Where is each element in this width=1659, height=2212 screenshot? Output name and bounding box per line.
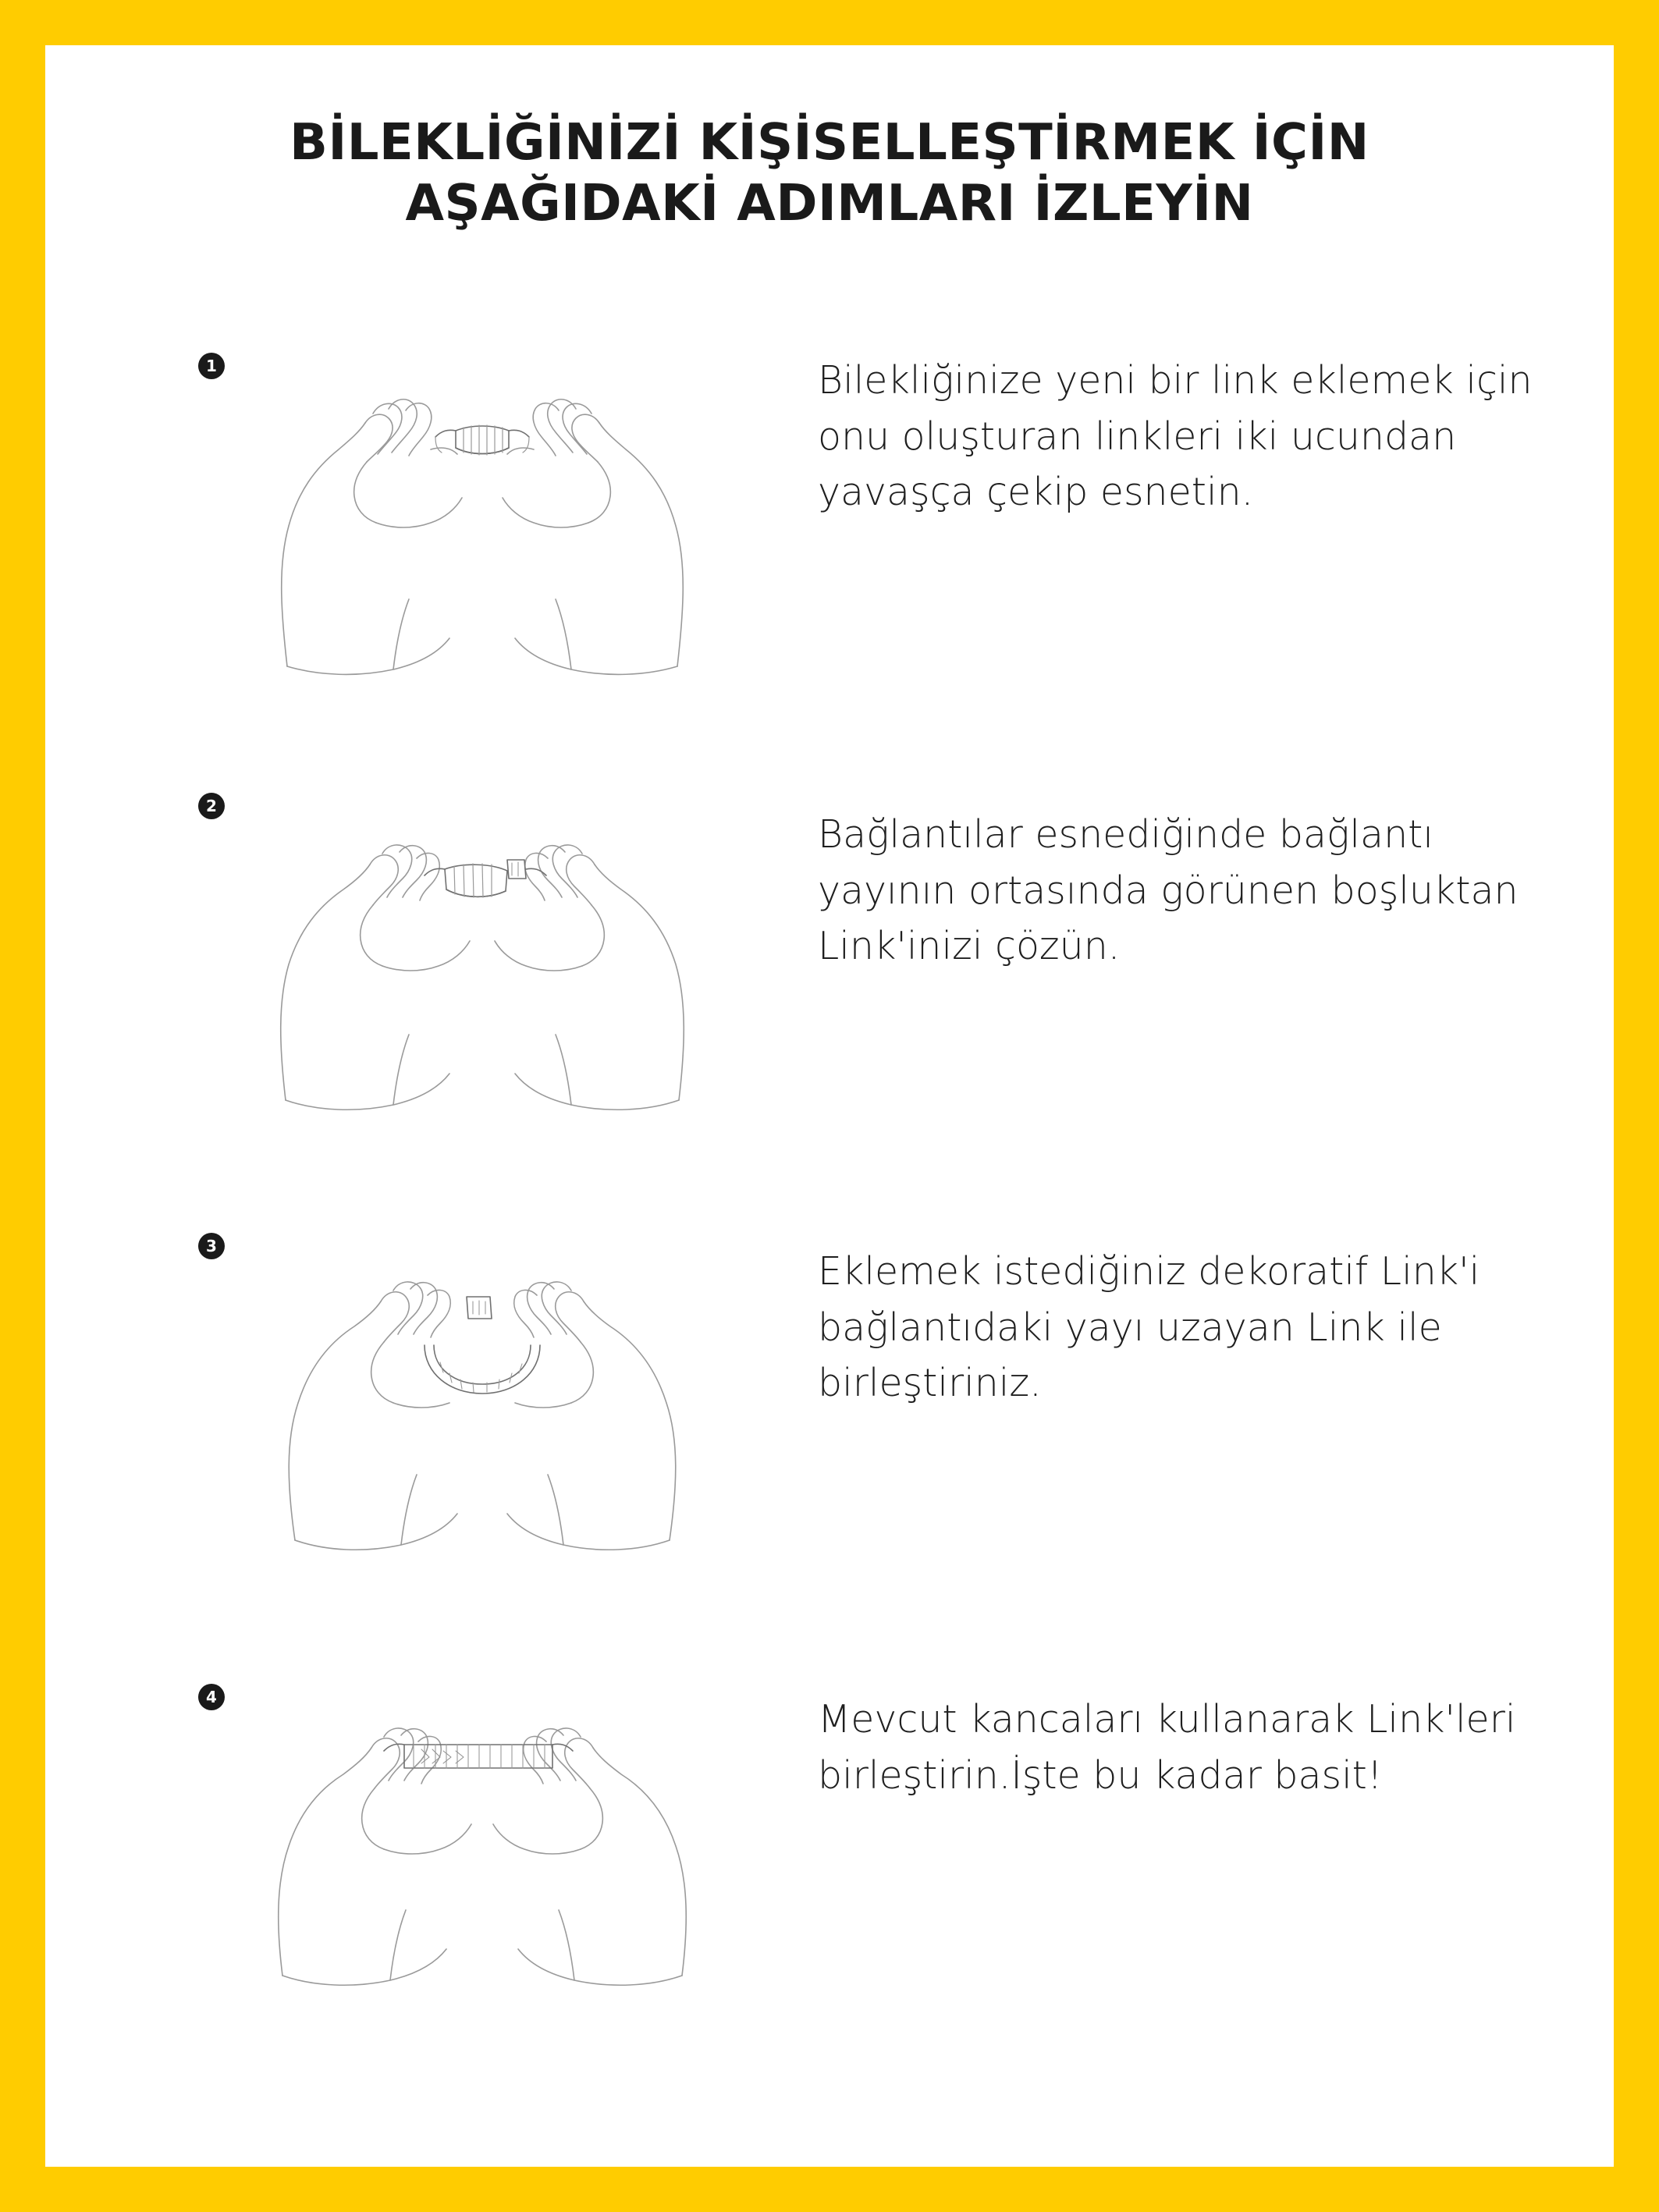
steps-list [45,325,1614,2072]
step-number-badge: 2 [198,793,225,819]
step-number-badge: 1 [198,353,225,379]
step-description: Bağlantılar esnediğinde bağlantı yayının ortasında görünen boşluktan Link'inizi çözün. [818,812,1519,969]
step-number-badge: 3 [198,1233,225,1259]
list-item [45,1198,1614,1635]
hands-removing-link-icon [240,772,724,1139]
list-item [45,325,1614,762]
hands-closing-bracelet-icon [240,1663,724,2030]
step-description: Eklemek istediğiniz dekoratif Link'i bağlantıdaki yayı uzayan Link ile birleştiriniz. [818,1249,1480,1406]
list-item [45,1635,1614,2072]
instruction-card [45,45,1614,2167]
list-item [45,762,1614,1198]
step-number-badge: 4 [198,1684,225,1710]
page-title [45,45,1614,234]
step-description: Bilekliğinize yeni bir link eklemek için onu oluşturan linkleri iki ucundan yavaşça çekip esnetin. [818,358,1533,515]
title-line-2: AŞAĞIDAKİ ADIMLARI İZLEYİN [405,175,1254,233]
title-line-1: BİLEKLİĞİNİZİ KİŞİSELLEŞTİRMEK İÇİN [290,114,1369,172]
hands-attaching-link-icon [240,1213,724,1579]
hands-stretching-bracelet-icon [240,331,724,698]
step-description: Mevcut kancaları kullanarak Link'leri birleştirin.İşte bu kadar basit! [818,1697,1516,1798]
